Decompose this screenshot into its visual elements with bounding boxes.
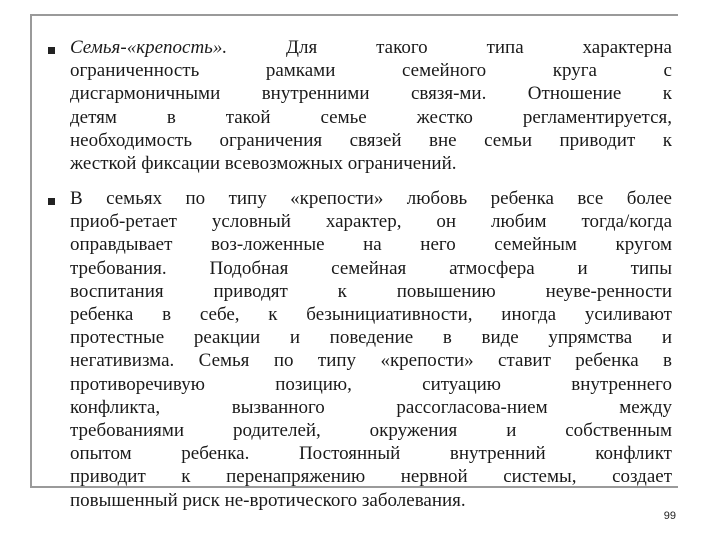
- paragraph-line: оправдывает воз-ложенные на него семейным кругом: [70, 234, 672, 256]
- line-rest: Для такого типа характерна: [227, 37, 672, 58]
- paragraph-line: В семьях по типу «крепости» любовь ребенка все более: [70, 188, 672, 209]
- left-rule: [30, 14, 32, 486]
- paragraph-line: ребенка в себе, к безынициативности, иногда усиливают: [70, 304, 672, 326]
- bullet-square-icon: [48, 198, 55, 205]
- paragraph-line: необходимость ограничения связей вне семьи приводит к: [70, 129, 672, 151]
- paragraph-line: опытом ребенка. Постоянный внутренний конфликт: [70, 443, 672, 465]
- lead-text: Семья-«крепость».: [70, 37, 228, 58]
- paragraph-line: требованиями родителей, окружения и собственным: [70, 420, 672, 442]
- page-number: 99: [663, 510, 676, 522]
- paragraph-2: [70, 187, 672, 512]
- paragraph-line: повышенный риск не-вротического заболевания.: [70, 489, 466, 511]
- paragraph-line: конфликта, вызванного рассогласова-нием между: [70, 396, 672, 418]
- paragraph-line: протестные реакции и поведение в виде упрямства и: [70, 327, 672, 349]
- paragraph-line: противоречивую позицию, ситуацию внутреннего: [70, 373, 672, 395]
- paragraph-line: приводит к перенапряжению нервной системы, создает: [70, 466, 672, 488]
- paragraph-line: дисгармоничными внутренними связя-ми. Отношение к: [70, 83, 672, 105]
- paragraph-line: жесткой фиксации всевозможных ограничений.: [70, 153, 457, 175]
- paragraph-line: детям в такой семье жестко регламентируется,: [70, 106, 672, 128]
- top-rule: [30, 14, 678, 16]
- bullet-square-icon: [48, 47, 55, 54]
- paragraph-line: воспитания приводят к повышению неуве-ренности: [70, 280, 672, 302]
- paragraph-line: негативизма. Семья по типу «крепости» ставит ребенка в: [70, 350, 672, 372]
- paragraph-1: [70, 36, 672, 175]
- paragraph-line: [70, 36, 672, 59]
- paragraph-line: требования. Подобная семейная атмосфера и типы: [70, 257, 672, 279]
- paragraph-line: приоб-ретает условный характер, он любим тогда/когда: [70, 211, 672, 233]
- paragraph-line: ограниченность рамками семейного круга с: [70, 60, 672, 82]
